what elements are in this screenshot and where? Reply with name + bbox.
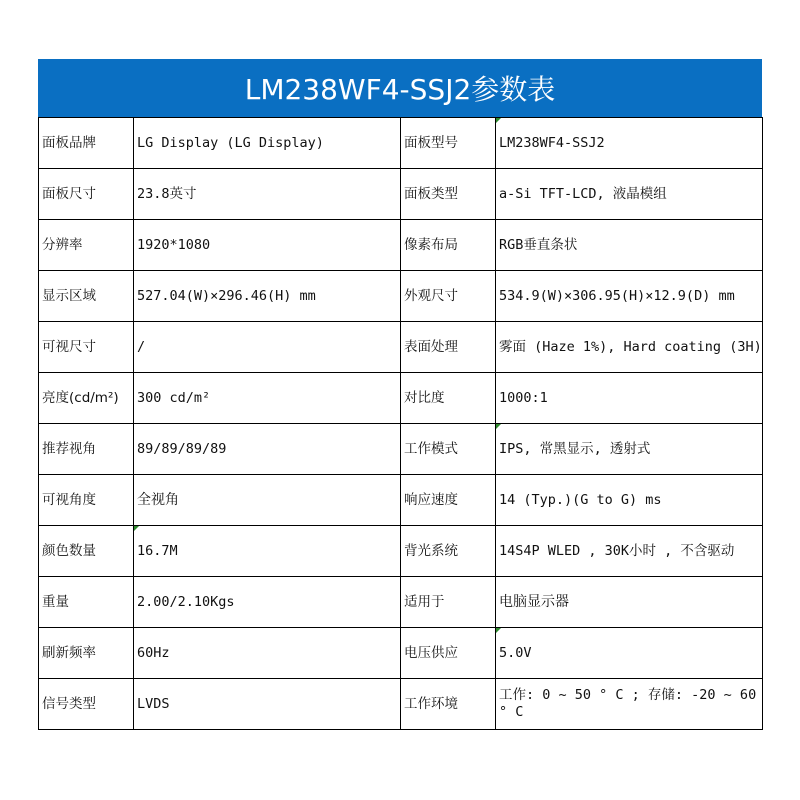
spec-label: 颜色数量 xyxy=(39,526,134,577)
table-row xyxy=(39,271,763,322)
spec-label: 响应速度 xyxy=(401,475,496,526)
spec-value: 89/89/89/89 xyxy=(134,424,401,475)
spec-value: 电脑显示器 xyxy=(496,577,763,628)
spec-value: RGB垂直条状 xyxy=(496,220,763,271)
cell-comment-marker-icon xyxy=(134,526,139,531)
spec-value: LVDS xyxy=(134,679,401,730)
spec-label: 工作模式 xyxy=(401,424,496,475)
spec-value: LM238WF4-SSJ2 xyxy=(496,118,763,169)
table-row xyxy=(39,679,763,730)
spec-label: 分辨率 xyxy=(39,220,134,271)
spec-value: 527.04(W)×296.46(H) mm xyxy=(134,271,401,322)
spec-value: 雾面 (Haze 1%), Hard coating (3H) xyxy=(496,322,763,373)
table-row xyxy=(39,475,763,526)
table-row xyxy=(39,424,763,475)
table-row xyxy=(39,577,763,628)
spec-sheet xyxy=(38,59,762,730)
cell-comment-marker-icon xyxy=(496,118,501,123)
spec-label: 推荐视角 xyxy=(39,424,134,475)
spec-label: 面板型号 xyxy=(401,118,496,169)
page-title: LM238WF4-SSJ2参数表 xyxy=(38,59,762,117)
spec-value: 16.7M xyxy=(134,526,401,577)
spec-label: 刷新频率 xyxy=(39,628,134,679)
spec-label: 可视尺寸 xyxy=(39,322,134,373)
spec-label: 信号类型 xyxy=(39,679,134,730)
table-row xyxy=(39,322,763,373)
spec-value: 14S4P WLED , 30K小时 , 不含驱动 xyxy=(496,526,763,577)
spec-label: 可视角度 xyxy=(39,475,134,526)
spec-table xyxy=(38,117,763,730)
spec-value: 23.8英寸 xyxy=(134,169,401,220)
table-row xyxy=(39,628,763,679)
spec-label: 显示区域 xyxy=(39,271,134,322)
spec-value: 工作: 0 ~ 50 ° C ; 存储: -20 ~ 60 ° C xyxy=(496,679,763,730)
table-row xyxy=(39,118,763,169)
spec-value: 14 (Typ.)(G to G) ms xyxy=(496,475,763,526)
cell-comment-marker-icon xyxy=(496,628,501,633)
spec-value: 60Hz xyxy=(134,628,401,679)
spec-label: 适用于 xyxy=(401,577,496,628)
spec-label: 表面处理 xyxy=(401,322,496,373)
cell-comment-marker-icon xyxy=(496,424,501,429)
spec-label: 对比度 xyxy=(401,373,496,424)
spec-value: / xyxy=(134,322,401,373)
table-row xyxy=(39,373,763,424)
spec-value: 534.9(W)×306.95(H)×12.9(D) mm xyxy=(496,271,763,322)
spec-value: 1000:1 xyxy=(496,373,763,424)
spec-label: 外观尺寸 xyxy=(401,271,496,322)
spec-label: 面板尺寸 xyxy=(39,169,134,220)
spec-label: 工作环境 xyxy=(401,679,496,730)
spec-value: a-Si TFT-LCD, 液晶模组 xyxy=(496,169,763,220)
spec-label: 重量 xyxy=(39,577,134,628)
spec-value: IPS, 常黑显示, 透射式 xyxy=(496,424,763,475)
spec-value: 全视角 xyxy=(134,475,401,526)
spec-label: 背光系统 xyxy=(401,526,496,577)
spec-label: 亮度(cd/m²) xyxy=(39,373,134,424)
spec-value: LG Display (LG Display) xyxy=(134,118,401,169)
spec-label: 电压供应 xyxy=(401,628,496,679)
spec-label: 面板类型 xyxy=(401,169,496,220)
spec-value: 300 cd/m² xyxy=(134,373,401,424)
table-row xyxy=(39,220,763,271)
spec-value: 2.00/2.10Kgs xyxy=(134,577,401,628)
spec-label: 像素布局 xyxy=(401,220,496,271)
spec-value: 1920*1080 xyxy=(134,220,401,271)
table-row xyxy=(39,169,763,220)
spec-value: 5.0V xyxy=(496,628,763,679)
spec-label: 面板品牌 xyxy=(39,118,134,169)
table-row xyxy=(39,526,763,577)
